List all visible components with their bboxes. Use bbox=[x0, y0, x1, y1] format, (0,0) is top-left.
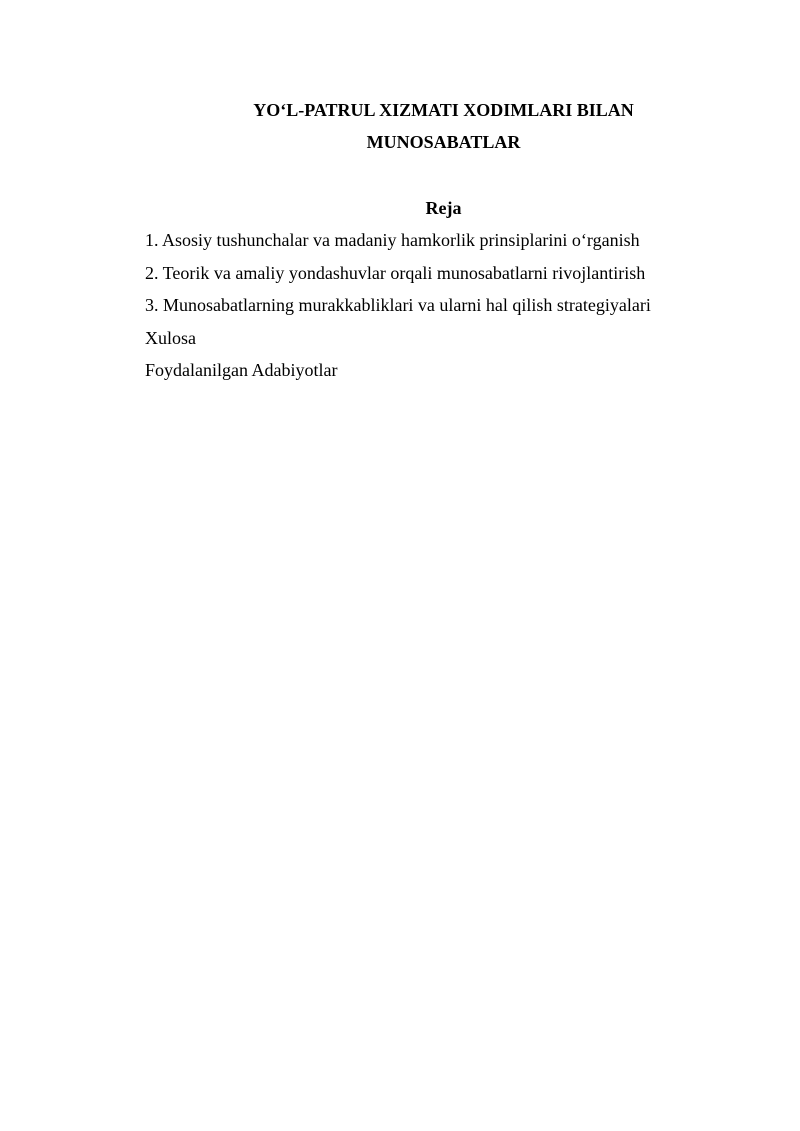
plan-item-conclusion: Xulosa bbox=[145, 327, 196, 348]
document-title-line-2: MUNOSABATLAR bbox=[366, 132, 521, 152]
document-title-line-1: YO‘L-PATRUL XIZMATI XODIMLARI BILAN bbox=[253, 100, 634, 120]
plan-item-references: Foydalanilgan Adabiyotlar bbox=[145, 360, 338, 380]
plan-item: 3. Munosabatlarning murakkabliklari va ularni hal qilish strategiyalari bbox=[145, 295, 651, 315]
plan-item: 2. Teorik va amaliy yondashuvlar orqali munosabatlarni rivojlantirish bbox=[145, 262, 646, 283]
plan-heading: Reja bbox=[425, 198, 462, 218]
plan-list bbox=[145, 229, 651, 392]
plan-item: 1. Asosiy tushunchalar va madaniy hamkorlik prinsiplarini o‘rganish bbox=[145, 230, 640, 250]
